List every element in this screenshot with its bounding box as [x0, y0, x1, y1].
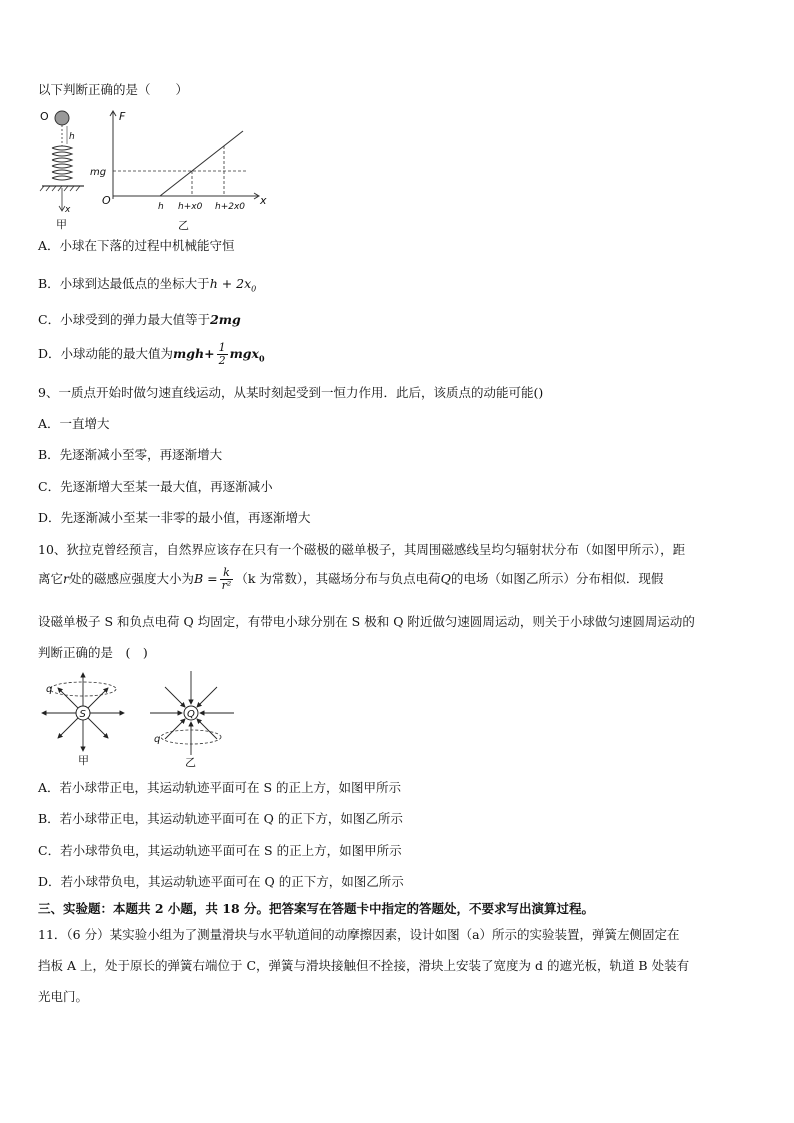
question-intro: 以下判断正确的是（ ）: [38, 82, 189, 97]
q8-option-a: A．小球在下落的过程中机械能守恒: [38, 238, 235, 253]
tick-h: h: [158, 202, 164, 212]
label-q-left: q: [46, 684, 53, 695]
q11-line-2: 挡板 A 上，处于原长的弹簧右端位于 C，弹簧与滑块接触但不拴接，滑块上安装了宽度为 d 的遮光板，轨道 B 处装有: [38, 958, 690, 973]
monopole-field: [42, 673, 124, 767]
q9-option-b: B．先逐渐减小至零，再逐渐增大: [38, 447, 223, 462]
caption-yi-q10: 乙: [185, 756, 196, 767]
label-x-down: x: [65, 205, 71, 215]
label-big-q: Q: [187, 709, 195, 720]
q9-stem: 9、一质点开始时做匀速直线运动，从某时刻起受到一恒力作用．此后，该质点的动能可能(): [38, 385, 544, 400]
q10-line-3: 设磁单极子 S 和负点电荷 Q 均固定，有带电小球分别在 S 极和 Q 附近做匀速圆周运动，则关于小球做匀速圆周运动的: [38, 614, 695, 629]
q9-option-a: A．一直增大: [38, 416, 110, 431]
q9-option-d: D．先逐渐减小至某一非零的最小值，再逐渐增大: [38, 510, 311, 525]
tick-h-2x0: h+2x0: [215, 202, 246, 212]
label-q-right: q: [154, 734, 161, 745]
q11-line-1: 11．（6 分）某实验小组为了测量滑块与水平轨道间的动摩擦因素，设计如图（a）所示的实验装置，弹簧左侧固定在: [38, 927, 680, 942]
figure-q10: [38, 667, 248, 767]
label-o: O: [40, 110, 49, 123]
figure-q8: [38, 106, 278, 236]
q10-line-2: 离它r处的磁感应强度大小为B = $\frac{k}{\text{r²}}$ （k 为常数），其磁场分布与负点电荷Q的电场（如图乙所示）分布相似．现假: [38, 566, 664, 592]
q8-option-c: C．小球受到的弹力最大值等于2mg: [38, 312, 241, 327]
q11-line-3: 光电门。: [38, 989, 89, 1004]
caption-jia: 甲: [56, 218, 67, 231]
ball-icon: [55, 111, 69, 125]
q8-option-b: B．小球到达最低点的坐标大于$h + 2x_0$: [38, 276, 257, 294]
axis-label-f: F: [119, 110, 126, 123]
q10-option-d: D．若小球带负电，其运动轨迹平面可在 Q 的正下方，如图乙所示: [38, 874, 404, 889]
label-h: h: [69, 132, 75, 142]
charge-field: [150, 671, 234, 767]
spring-icon: [52, 146, 72, 180]
q10-option-a: A．若小球带正电，其运动轨迹平面可在 S 的正上方，如图甲所示: [38, 780, 402, 795]
q9-option-c: C．先逐渐增大至某一最大值，再逐渐减小: [38, 479, 273, 494]
axis-label-o: O: [102, 194, 111, 207]
force-graph: [90, 110, 267, 232]
q10-option-b: B．若小球带正电，其运动轨迹平面可在 Q 的正下方，如图乙所示: [38, 811, 403, 826]
force-line: [160, 131, 243, 196]
caption-yi: 乙: [178, 219, 189, 232]
q8-option-d: D．小球动能的最大值为mgh+ $\frac{1}{2}$ mgx$_0$: [38, 341, 265, 367]
q10-line-1: 10、狄拉克曾经预言，自然界应该存在只有一个磁极的磁单极子，其周围磁感线呈均匀辐射状分布（如图甲所示），距: [38, 542, 686, 557]
spring-figure: [40, 110, 84, 231]
label-mg: mg: [90, 167, 107, 178]
axis-label-x: x: [260, 194, 267, 207]
label-s: S: [79, 709, 86, 720]
q10-option-c: C．若小球带负电，其运动轨迹平面可在 S 的正上方，如图甲所示: [38, 843, 402, 858]
caption-jia-q10: 甲: [78, 754, 89, 767]
section-3-heading: 三、实验题：本题共 2 小题，共 18 分。把答案写在答题卡中指定的答题处，不要求写出演算过程。: [38, 901, 595, 916]
q10-line-4: 判断正确的是 ( ): [38, 645, 148, 660]
tick-h-x0: h+x0: [178, 202, 203, 212]
